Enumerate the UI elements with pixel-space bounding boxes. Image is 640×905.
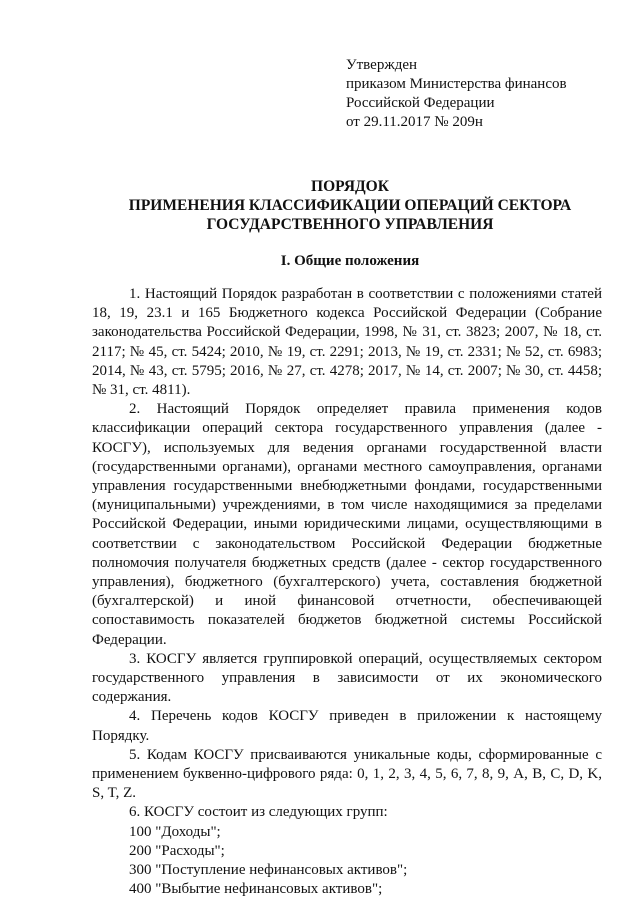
group-item: 100 "Доходы"; xyxy=(129,823,221,840)
group-item: 200 "Расходы"; xyxy=(129,842,225,859)
approval-line: приказом Министерства финансов xyxy=(346,76,567,92)
title-line: ГОСУДАРСТВЕННОГО УПРАВЛЕНИЯ xyxy=(206,216,494,233)
paragraph-4: 4. Перечень кодов КОСГУ приведен в приложении к настоящему Порядку. xyxy=(92,708,602,744)
group-item: 400 "Выбытие нефинансовых активов"; xyxy=(129,881,383,898)
paragraph-3: 3. КОСГУ является группировкой операций, осуществляемых сектором государственного управления в зависимости от их экономического содержания. xyxy=(92,650,602,706)
document-body xyxy=(92,285,602,900)
title-line: ПРИМЕНЕНИЯ КЛАССИФИКАЦИИ ОПЕРАЦИЙ СЕКТОРА xyxy=(128,197,572,214)
approval-line: от 29.11.2017 № 209н xyxy=(346,114,483,130)
paragraph-1: 1. Настоящий Порядок разработан в соответствии с положениями статей 18, 19, 23.1 и 165 Бюджетного кодекса Российской Федерации (Собрание законодательства Российской Федерации, 1998, № 31, ст. 3823; 2007, № 18, ст. 2117; № 45, ст. 5424; 2010, № 19, ст. 2291; 2013, № 19, ст. 2331; № 52, ст. 6983; 2014, № 43, ст. 5795; 2016, № 27, ст. 4278; 2017, № 14, ст. 2007; № 30, ст. 4458; № 31, ст. 4811). xyxy=(92,286,602,399)
title-line: ПОРЯДОК xyxy=(311,178,389,195)
approval-stamp xyxy=(346,56,567,132)
paragraph-5: 5. Кодам КОСГУ присваиваются уникальные коды, сформированные с применением буквенно-цифрового ряда: 0, 1, 2, 3, 4, 5, 6, 7, 8, 9, A, B, C, D, K, S, T, Z. xyxy=(92,746,602,802)
approval-line: Российской Федерации xyxy=(346,95,495,111)
paragraph-2: 2. Настоящий Порядок определяет правила применения кодов классификации операций сектора государственного управления (далее - КОСГУ), используемых для ведения органами государственной власти (государственными органами), органами местного самоуправления, органами управления государственными внебюджетными фондами, государственными (муниципальными) учреждениями, в том числе находящимися за пределами Российской Федерации, иными юридическими лицами, осуществляющими в соответствии с законодательством Российской Федерации бюджетные полномочия получателя бюджетных средств (далее - сектор государственного управления), бюджетного (бухгалтерского) учета, составления бюджетной (бухгалтерской) и иной финансовой отчетности, обеспечивающей сопоставимость показателей бюджетов бюджетной системы Российской Федерации. xyxy=(92,401,602,648)
section-heading: I. Общие положения xyxy=(280,253,420,269)
document-title xyxy=(90,177,610,234)
group-item: 300 "Поступление нефинансовых активов"; xyxy=(129,862,408,879)
paragraph-6: 6. КОСГУ состоит из следующих групп: xyxy=(129,804,388,821)
approval-line: Утвержден xyxy=(346,57,418,73)
